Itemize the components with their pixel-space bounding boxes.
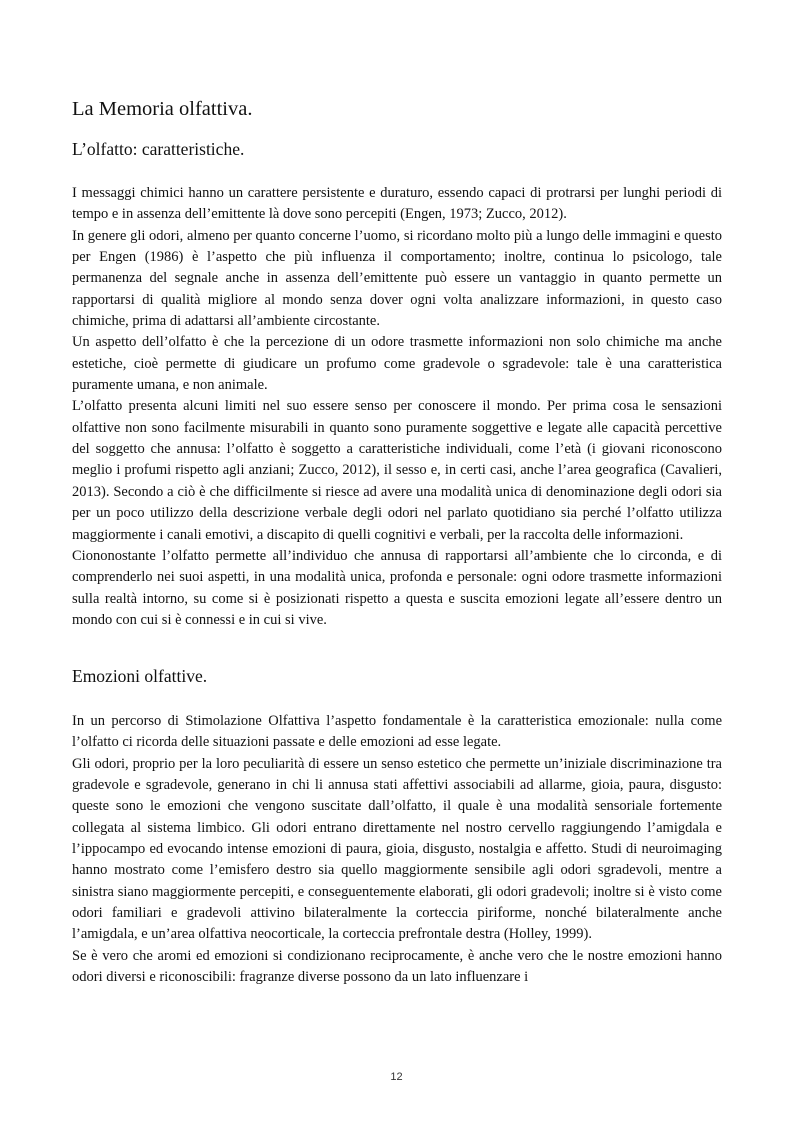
- section-body-characteristics: [72, 183, 722, 631]
- section-heading-characteristics: L’olfatto: caratteristiche.: [72, 139, 245, 159]
- paragraph: I messaggi chimici hanno un carattere persistente e duraturo, essendo capaci di protrarsi per lunghi periodi di tempo e in assenza dell’emittente là dove sono percepiti (Engen, 1973; Zucco, 2012).: [72, 185, 722, 223]
- page-number: 12: [390, 1071, 403, 1083]
- section-heading-emotions: Emozioni olfattive.: [72, 666, 208, 686]
- paragraph: In un percorso di Stimolazione Olfattiva l’aspetto fondamentale è la caratteristica emozionale: nulla come l’olfatto ci ricorda delle situazioni passate e delle emozioni ad esse legate.: [72, 713, 722, 751]
- document-title: La Memoria olfattiva.: [72, 98, 253, 120]
- paragraph: Se è vero che aromi ed emozioni si condizionano reciprocamente, è anche vero che le nostre emozioni hanno odori diversi e riconoscibili: fragranze diverse possono da un lato influenzare i: [72, 947, 722, 986]
- paragraph: L’olfatto presenta alcuni limiti nel suo essere senso per conoscere il mondo. Per prima cosa le sensazioni olfattive non sono facilmente misurabili in quanto sono puramente soggettive e legate alle capacità percettive del soggetto che annusa: l’olfatto è soggetto a caratteristiche individuali, come l’età (i giovani riconoscono meglio i profumi rispetto agli anziani; Zucco, 2012), il sesso e, in certi casi, anche l’area geografica (Cavalieri, 2013). Secondo a ciò è che difficilmente si riesce ad avere una modalità unica di denominazione degli odori sia per un poco utilizzo della descrizione verbale degli odori nel parlato quotidiano sia perché l’olfatto utilizza maggiormente i canali emotivi, a discapito di quelli cognitivi e verbali, per la raccolta delle informazioni.: [72, 398, 722, 543]
- paragraph: In genere gli odori, almeno per quanto concerne l’uomo, si ricordano molto più a lungo delle immagini e questo per Engen (1986) è l’aspetto che più influenza il comportamento; inoltre, continua lo psicologo, tale permanenza del segnale anche in assenza dell’emittente può essere un vantaggio in quanto permette un rapportarsi di qualità migliore al mondo senza dover ogni volta analizzare informazioni, in questo caso chimiche, prima di adattarsi all’ambiente circostante.: [72, 227, 722, 330]
- paragraph: Ciononostante l’olfatto permette all’individuo che annusa di rapportarsi all’ambiente che lo circonda, e di comprenderlo nei suoi aspetti, in una modalità unica, profonda e personale: ogni odore trasmette informazioni sulla realtà intorno, su come si è posizionati rispetto a questa e suscita emozioni legate all’essere dentro un mondo con cui si è connessi e in cui si vive.: [72, 547, 722, 628]
- paragraph: Gli odori, proprio per la loro peculiarità di essere un senso estetico che permette un’iniziale discriminazione tra gradevole e sgradevole, generano in chi li annusa stati affettivi associabili ad allarme, gioia, paura, disgusto: queste sono le emozioni che vengono suscitate dall’olfatto, il quale è una modalità sensoriale fortemente collegata al sistema limbico. Gli odori entrano direttamente nel nostro cervello raggiungendo l’amigdala e l’ippocampo ed evocando intense emozioni di paura, gioia, disgusto, nostalgia e affetto. Studi di neuroimaging hanno mostrato come l’emisfero destro sia quello maggiormente sensibile agli odori sgradevoli, mentre a sinistra siano maggiormente percepiti, e conseguentemente elaborati, gli odori gradevoli; inoltre si è visto come odori familiari e gradevoli attivino bilateralmente la corteccia piriforme, nonché bilateralmente anche l’amigdala, e un’area olfattiva neocorticale, la corteccia prefrontale destra (Holley, 1999).: [72, 755, 722, 943]
- paragraph: Un aspetto dell’olfatto è che la percezione di un odore trasmette informazioni non solo chimiche ma anche estetiche, cioè permette di giudicare un profumo come gradevole o sgradevole: tale è una caratteristica puramente umana, e non animale.: [72, 334, 722, 394]
- section-body-emotions: [72, 711, 722, 988]
